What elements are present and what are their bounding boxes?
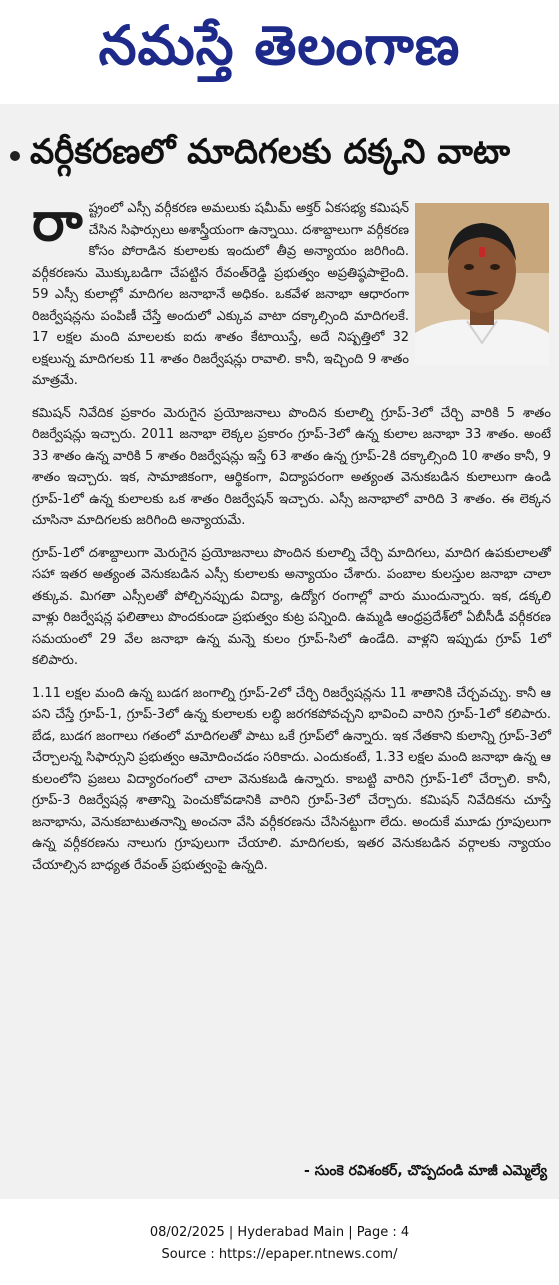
author-byline: - సుంకె రవిశంకర్, చొప్పదండి మాజీ ఎమ్మెల్యే: [304, 1163, 547, 1179]
paragraph-text: ష్ట్రంలో ఎస్సీ వర్గీకరణ అమలుకు షమీమ్ అక్తర్ ఏకసభ్య కమిషన్ చేసిన సిఫార్సులు అశాస్త్రీయంగా ఉన్నాయి. దశాబ్దాలుగా వర్గీకరణ కోసం పోరాడిన కులాలకు ఇందులో తీవ్ర అన్యాయం జరిగింది. వర్గీకరణను మొక్కుబడిగా చేపట్టిన రేవంత్‌రెడ్డి ప్రభుత్వం అప్రతిష్ఠపాలైంది. 59 ఎస్సీ కులాల్లో మాదిగల జనాభానే అధికం. ఒకవేళ జనాభా ఆధారంగా రిజర్వేషన్లను పంపిణీ చేస్తే అందులో ఎక్కువ వాటా దక్కాల్సింది మాదిగలకే. 17 లక్షల మంది మాలలకు ఐదు శాతం కేటాయిస్తే, అదే నిష్పత్తిలో 32 లక్షలున్న మాదిగలకు 11 శాతం రిజర్వేషన్లు రావాలి. కానీ, ఇచ్చింది 9 శాతం మాత్రమే.: [32, 201, 409, 388]
masthead: [0, 0, 559, 92]
source-link: Source : https://epaper.ntnews.com/: [161, 1247, 398, 1262]
headline-text: వర్గీకరణలో మాదిగలకు దక్కని వాటా: [30, 132, 510, 172]
article-paragraph-2: కమిషన్ నివేదిక ప్రకారం మెరుగైన ప్రయోజనాలు పొందిన కులాల్ని గ్రూప్-3లో చేర్చి వారికి 5 శాతం రిజర్వేషన్లు ఇచ్చారు. 2011 జనాభా లెక్కల ప్రకారం గ్రూప్-3లో ఉన్న కులాల జనాభా 33 శాతం. అంటే 33 శాతం ఉన్న వారికి 5 శాతం రిజర్వేషన్లు ఇస్తే 63 శాతం ఉన్న గ్రూప్-2కి దక్కాల్సింది 10 శాతం కానీ, 9 శాతం ఇచ్చారు. ఇక, సామాజికంగా, ఆర్థికంగా, విద్యాపరంగా అత్యంత వెనుకబడిన కులాలుగా ఉండి గ్రూప్-1లో ఉన్న కులాలకు ఒక శాతం రిజర్వేషన్ ఇచ్చారు. ఎస్సీ జనాభాలో వారిది 3 శాతం. ఈ లెక్కన చూసినా మాదిగలకు జరిగింది అన్యాయమే.: [32, 405, 551, 528]
newspaper-title: నమస్తే తెలంగాణ: [98, 14, 461, 77]
article-paragraph-3: గ్రూప్-1లో దశాబ్దాలుగా మెరుగైన ప్రయోజనాలు పొందిన కులాల్ని చేర్చి మాదిగలు, మాదిగ ఉపకులాలతో సహా ఇతర అత్యంత వెనుకబడిన ఎస్సీ కులాలకు అన్యాయం చేశారు. పంబాల కులస్తుల జనాభా చాలా తక్కువ. మిగతా ఎస్సీలతో పోల్చినప్పుడు విద్యా, ఉద్యోగ రంగాల్లో వారు ముందున్నారు. ఇక, డక్కలి వాళ్లు రిజర్వేషన్ల ఫలితాలు పొందకుండా ప్రభుత్వం కుట్ర పన్నింది. ఉమ్మడి ఆంధ్రప్రదేశ్‌లో ఏబీసీడీ వర్గీకరణ సమయంలో 29 వేల జనాభా ఉన్న మన్నె కులం గ్రూప్-సిలో ఉండేది. వాళ్లని ఇప్పుడు గ్రూప్ 1లో కలిపారు.: [32, 545, 551, 668]
article-paragraph-4: 1.11 లక్షల మంది ఉన్న బుడగ జంగాల్ని గ్రూప్-2లో చేర్చి రిజర్వేషన్లను 11 శాతానికి చేర్చవచ్చు. కానీ ఆ పని చేస్తే గ్రూప్-1, గ్రూప్-3లో ఉన్న కులాలకు లబ్ధి జరగకపోవచ్చని భావించి వారిని గ్రూప్-1లో కలిపారు. బేడ, బుడగ జంగాలు గతంలో మాదిగలతో పాటు ఒకే గ్రూప్‌లో ఉన్నారు. ఇక నేతకాని కులాన్ని గ్రూప్-3లో చేర్చాలన్న సిఫార్సుని ప్రభుత్వం ఆమోదించడం సరికాదు. ఎందుకంటే, 1.33 లక్షల మంది జనాభా ఉన్న ఆ కులంలోని ప్రజలు విద్యారంగంలో చాలా వెనుకబడి ఉన్నారు. కాబట్టి వారిని గ్రూప్-1లో చేర్చాలి. కానీ, గ్రూప్-3 రిజర్వేషన్ల శాతాన్ని పెంచుకోవడానికి వారిని గ్రూప్-3లో చేర్చారు. కమిషన్ నివేదికను చూస్తే జనాభాను, వెనుకబాటుతనాన్ని అంచనా వేసి వర్గీకరణను చేసినట్టుగా లేదు. అందుకే మూడు గ్రూపులుగా ఉన్న వర్గీకరణను నాలుగు గ్రూపులుగా చేయాలి. మాదిగలకు, ఇతర వెనుకబడిన వర్గాలకు న్యాయం చేయాల్సిన బాధ్యత రేవంత్ ప్రభుత్వంపై ఉన్నది.: [32, 685, 551, 873]
footer: [0, 1222, 559, 1266]
article-headline: [10, 134, 550, 171]
photo-spacer: [409, 198, 551, 366]
article-body: [32, 190, 551, 887]
bullet-icon: [10, 151, 20, 161]
edition-info: 08/02/2025 | Hyderabad Main | Page : 4: [149, 1225, 410, 1240]
drop-cap: రా: [32, 190, 83, 253]
